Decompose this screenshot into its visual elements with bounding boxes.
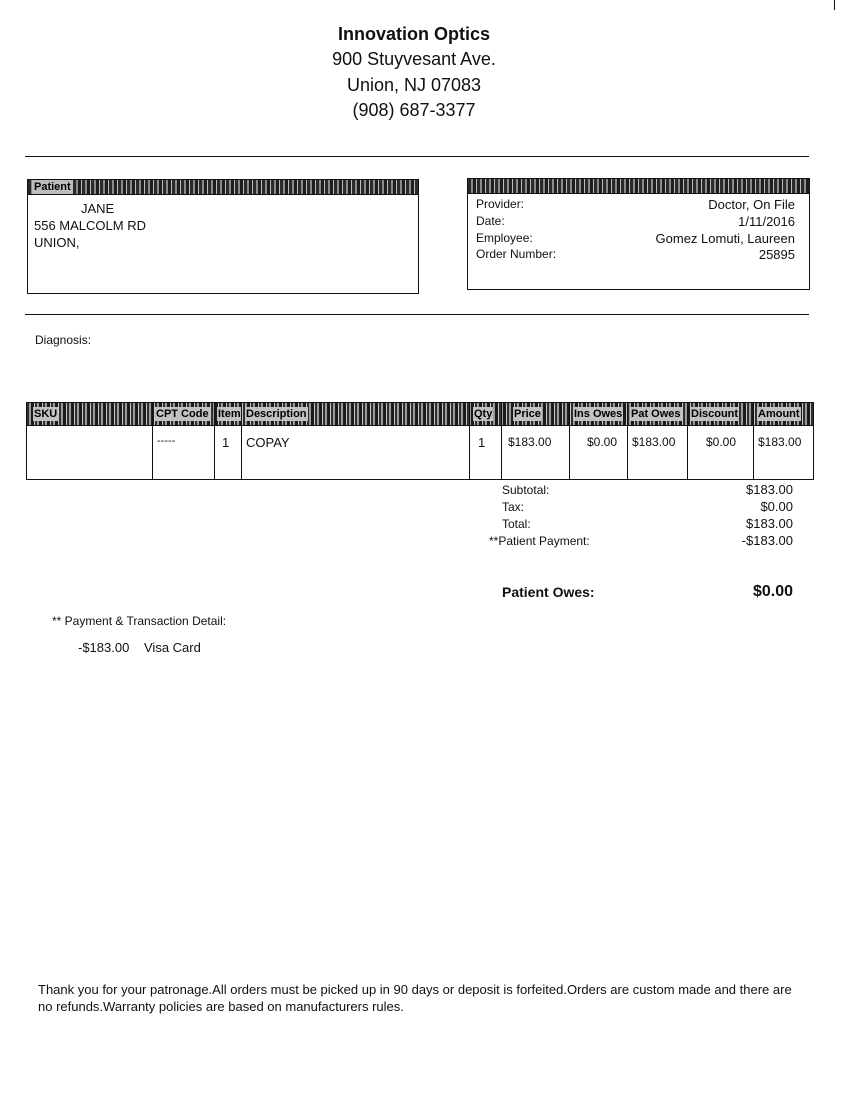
store-address-line2: Union, NJ 07083 (346, 75, 482, 95)
col-header-description: Description (246, 408, 307, 420)
store-phone: (908) 687-3377 (352, 100, 476, 120)
footer-policy-text: Thank you for your patronage.All orders must be picked up in 90 days or deposit is forfeited.Orders are custom made and there are no refunds.Warranty policies are based on manufacturers rules. (38, 982, 792, 1014)
cell-ins-owes: $0.00 (587, 435, 618, 449)
col-divider (569, 403, 570, 479)
subtotal-value: $183.00 (746, 482, 793, 497)
section-divider (25, 314, 809, 315)
patient-owes-label: Patient Owes: (502, 584, 595, 600)
col-divider (152, 403, 153, 479)
col-header-cpt: CPT Code (156, 408, 209, 420)
col-divider (469, 403, 470, 479)
col-divider (687, 403, 688, 479)
employee-value: Gomez Lomuti, Laureen (655, 231, 795, 246)
line-items-table (26, 402, 814, 480)
tax-label: Tax: (502, 500, 525, 514)
order-number-value: 25895 (758, 247, 795, 262)
patient-owes-value: $0.00 (752, 583, 793, 600)
patient-box-header (28, 180, 418, 195)
cell-discount: $0.00 (706, 435, 737, 449)
date-value: 1/11/2016 (738, 214, 795, 229)
cell-item: 1 (222, 435, 230, 450)
page-edge-mark (834, 0, 835, 10)
order-number-label: Order Number: (476, 247, 557, 261)
payment-amount: -$183.00 (78, 640, 130, 655)
col-divider (627, 403, 628, 479)
date-label: Date: (476, 214, 505, 228)
patient-box-header-label: Patient (34, 181, 71, 193)
patient-payment-value: -$183.00 (741, 533, 793, 548)
order-info-box (467, 178, 810, 290)
cell-qty: 1 (478, 435, 486, 450)
cell-price: $183.00 (508, 435, 552, 449)
cell-cpt: ----- (157, 435, 176, 447)
col-header-sku: SKU (34, 408, 58, 420)
payment-method: Visa Card (144, 640, 201, 655)
col-header-price: Price (514, 408, 541, 420)
provider-label: Provider: (476, 197, 525, 211)
patient-city: UNION, (34, 235, 80, 250)
cell-description: COPAY (246, 435, 290, 450)
col-header-discount: Discount (691, 408, 739, 420)
col-header-qty: Qty (474, 408, 493, 420)
tax-value: $0.00 (760, 499, 793, 514)
col-header-pat-owes: Pat Owes (631, 408, 681, 420)
col-divider (501, 403, 502, 479)
col-header-ins-owes: Ins Owes (574, 408, 623, 420)
patient-first-name: JANE (81, 201, 115, 216)
table-header-row (27, 403, 813, 426)
payment-detail-label: ** Payment & Transaction Detail: (52, 614, 227, 628)
total-label: Total: (502, 517, 531, 531)
patient-street: 556 MALCOLM RD (34, 218, 146, 233)
provider-value: Doctor, On File (708, 197, 795, 212)
total-value: $183.00 (746, 516, 793, 531)
subtotal-label: Subtotal: (502, 483, 550, 497)
store-name: Innovation Optics (337, 24, 490, 44)
col-divider (214, 403, 215, 479)
col-header-amount: Amount (758, 408, 800, 420)
employee-label: Employee: (476, 231, 533, 245)
order-info-box-header (468, 179, 809, 194)
diagnosis-label: Diagnosis: (35, 333, 92, 347)
store-address-line1: 900 Stuyvesant Ave. (332, 49, 496, 69)
header-divider (25, 156, 809, 157)
cell-pat-owes: $183.00 (632, 435, 676, 449)
col-divider (753, 403, 754, 479)
col-divider (241, 403, 242, 479)
patient-box (27, 179, 419, 294)
cell-amount: $183.00 (758, 435, 802, 449)
patient-payment-label: **Patient Payment: (489, 534, 590, 548)
col-header-item: Item (218, 408, 241, 420)
